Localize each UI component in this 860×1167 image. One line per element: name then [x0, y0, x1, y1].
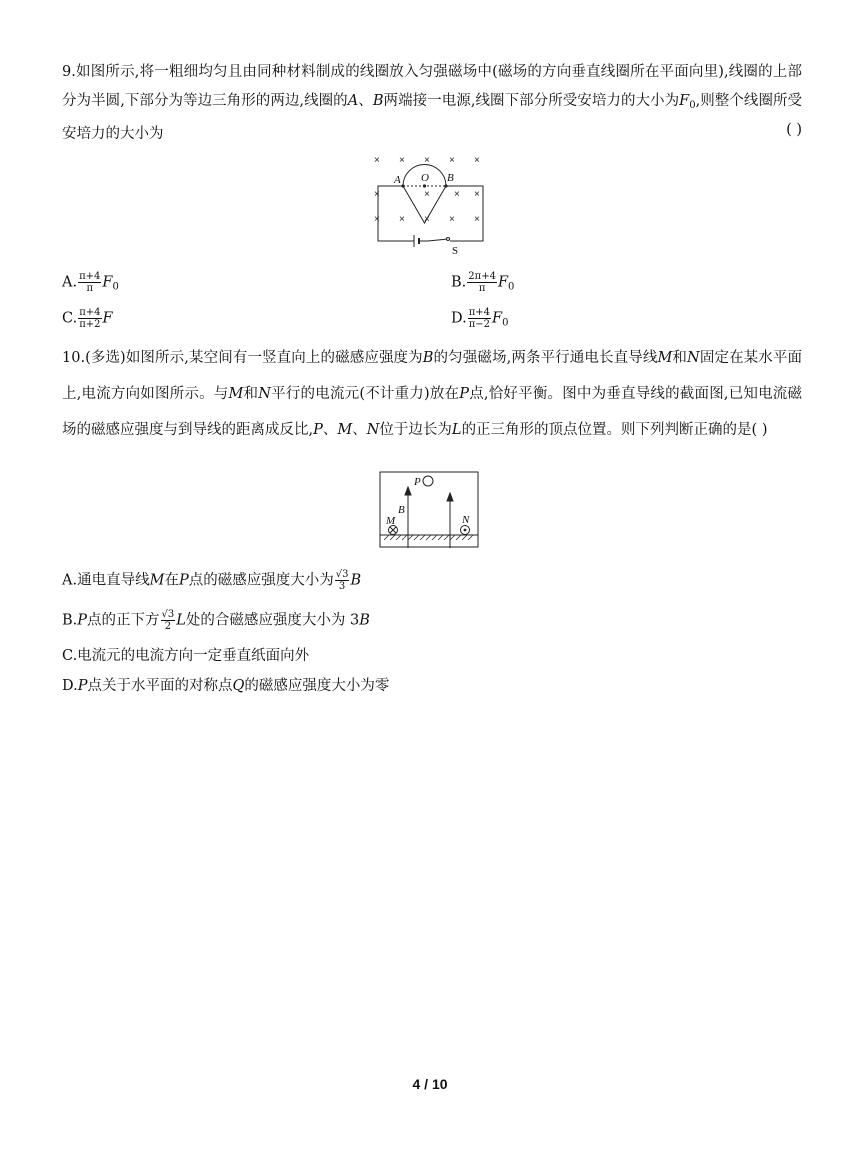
- cross-mark: ×: [449, 155, 455, 166]
- cross-mark: ×: [374, 155, 380, 166]
- fraction: $\frac{\pi+4}{\pi-2}$: [468, 307, 491, 330]
- q9-option-d[interactable]: D. $\frac{\pi+4}{\pi-2}$ $F_0$: [451, 307, 509, 330]
- question-10-figure: [378, 471, 482, 549]
- label-b: B: [398, 504, 405, 516]
- question-number: 10.: [62, 350, 86, 366]
- cross-mark: ×: [474, 155, 480, 166]
- fraction: $\frac{√3}{3}$: [335, 569, 349, 592]
- question-9: [62, 58, 802, 149]
- q10-option-a[interactable]: A.通电直导线M在P点的磁感应强度大小为 $\frac{√3}{3}$ B: [62, 569, 362, 592]
- page-number: 4 / 10: [412, 1076, 448, 1092]
- label-p: P: [414, 476, 421, 488]
- question-9-stem: 9.如图所示,将一粗细均匀且由同种材料制成的线圈放入匀强磁场中(磁场的方向垂直线圈所在平面向里),线圈的上部分为半圆,下部分为等边三角形的两边,线圈的A、B两端接一电源,线圈下部分所受安培力的大小为$F_0$,则整个线圈所受安培力的大小为: [62, 64, 803, 142]
- cross-mark: ×: [454, 189, 460, 200]
- point-o-dot: [423, 184, 426, 187]
- q10-option-c[interactable]: C.电流元的电流方向一定垂直纸面向外: [62, 648, 310, 664]
- label-n: N: [462, 514, 470, 526]
- fraction: $\frac{\pi+4}{\pi+2}$: [79, 307, 101, 330]
- cross-mark: ×: [424, 189, 430, 200]
- cross-mark: ×: [474, 214, 480, 225]
- field-arrow-head: [405, 487, 411, 495]
- circuit-wire-left: [378, 186, 414, 241]
- fraction: $\frac{\pi+4}{\pi}$: [79, 271, 101, 294]
- question-10-stem: 10.(多选)如图所示,某空间有一竖直向上的磁感应强度为B的匀强磁场,两条平行通电长直导线M和N固定在某水平面上,电流方向如图所示。与M和N平行的电流元(不计重力)放在P点,恰好平衡。图中为垂直导线的截面图,已知电流磁场的磁感应强度与到导线的距离成反比,P、M、N位于边长为L的正三角形的顶点位置。则下列判断正确的是( ): [62, 350, 803, 438]
- switch-contact: [447, 238, 450, 241]
- cross-mark: ×: [424, 155, 430, 166]
- question-9-figure: [370, 150, 492, 258]
- label-o: O: [421, 172, 429, 184]
- q10-option-d[interactable]: D.P点关于水平面的对称点Q的磁感应强度大小为零: [62, 678, 390, 694]
- fraction: $\frac{2\pi+4}{\pi}$: [468, 271, 496, 294]
- cross-mark: ×: [399, 214, 405, 225]
- point-b-dot: [444, 184, 447, 187]
- fraction: $\frac{√3}{2}$: [161, 609, 175, 632]
- cross-mark: ×: [374, 189, 380, 200]
- cross-mark: ×: [374, 214, 380, 225]
- switch-lever: [428, 239, 448, 241]
- label-a: A: [394, 174, 401, 186]
- cross-mark: ×: [474, 189, 480, 200]
- point-p-circle: [423, 476, 433, 486]
- question-number: 9.: [62, 64, 76, 80]
- field-arrow-head: [447, 493, 453, 501]
- q9-option-b[interactable]: B. $\frac{2\pi+4}{\pi}$ $F_0$: [451, 271, 515, 294]
- q10-option-b[interactable]: B.P点的正下方 $\frac{√3}{2}$ L处的合磁感应强度大小为 3B: [62, 609, 370, 632]
- answer-bracket: ( ): [786, 122, 802, 138]
- ground-hatching: [384, 535, 473, 540]
- question-10: [62, 340, 802, 448]
- label-s: S: [452, 245, 459, 257]
- cross-mark: ×: [424, 214, 430, 225]
- q9-option-a[interactable]: A. $\frac{\pi+4}{\pi}$ $F_0$: [62, 271, 119, 294]
- q9-option-c[interactable]: C. $\frac{\pi+4}{\pi+2}$ F: [62, 307, 113, 330]
- cross-mark: ×: [449, 214, 455, 225]
- point-a-dot: [401, 184, 404, 187]
- label-b: B: [447, 172, 454, 184]
- cross-mark: ×: [399, 155, 405, 166]
- label-m: M: [386, 515, 396, 527]
